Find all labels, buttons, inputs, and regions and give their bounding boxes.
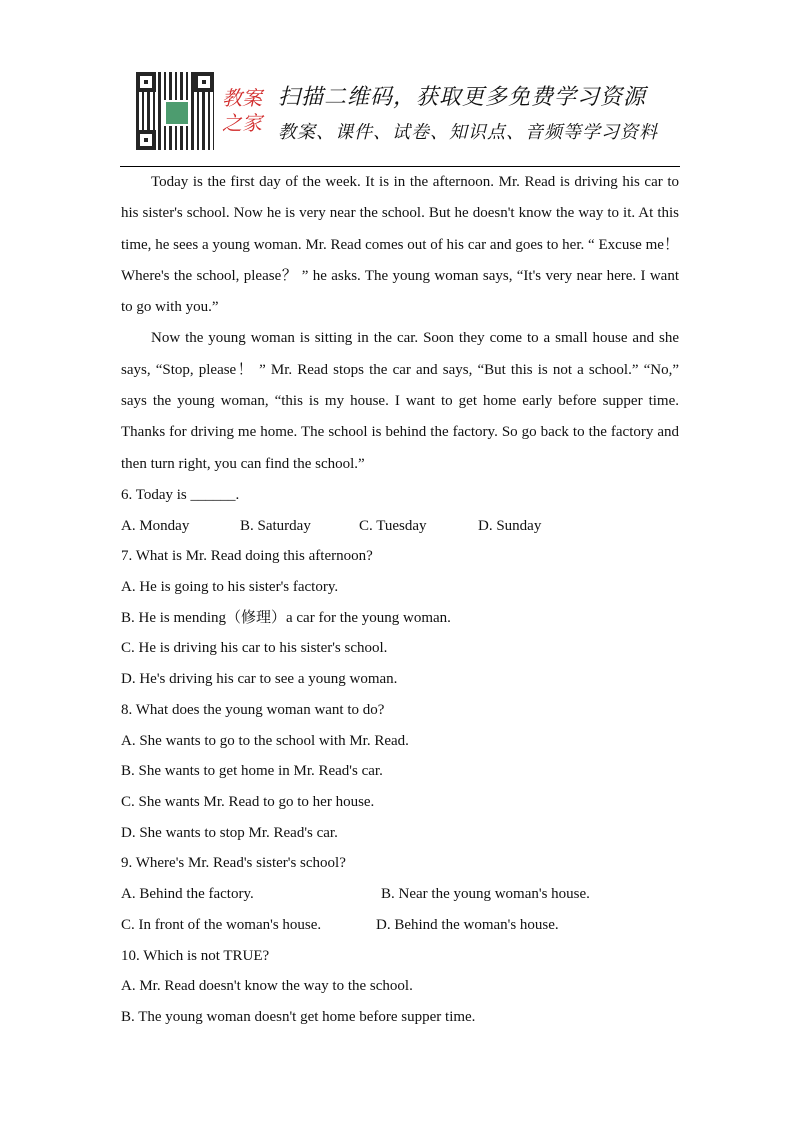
question-6-options	[121, 511, 679, 542]
header-slogan-1: 扫描二维码，获取更多免费学习资源	[278, 85, 647, 110]
question-9-stem: 9. Where's Mr. Read's sister's school?	[121, 855, 346, 872]
question-10-option-b: B. The young woman doesn't get home before supper time.	[121, 1008, 476, 1025]
question-10-option-a: A. Mr. Read doesn't know the way to the school.	[121, 978, 413, 995]
site-logo: 教案之家	[222, 86, 262, 135]
passage-paragraph-2: Now the young woman is sitting in the car. Soon they come to a small house and she says, “Stop, please！ ” Mr. Read stops the car and says, “But this is not a school.” “No,” says the young woman, “this is my house. I want to get home early before supper time. Thanks for driving me home. The school is behind the factory. So go back to the factory and then turn right, you can find the school.”	[121, 330, 679, 472]
question-7-option-a: A. He is going to his sister's factory.	[121, 579, 339, 596]
question-7-stem: 7. What is Mr. Read doing this afternoon?	[121, 548, 373, 565]
passage-paragraph-1: Today is the first day of the week. It is in the afternoon. Mr. Read is driving his car to his sister's school. Now he is very near the school. But he doesn't know the way to it. At this time, he sees a young woman. Mr. Read comes out of his car and goes to her. “ Excuse me！ Where's the school, please？ ” he asks. The young woman says, “It's very near here. I want to go with you.”	[121, 174, 679, 316]
question-10-stem: 10. Which is not TRUE?	[121, 947, 270, 964]
question-6-option-a: A. Monday	[121, 517, 190, 534]
question-8-option-a: A. She wants to go to the school with Mr. Read.	[121, 732, 409, 749]
question-8-option-c: C. She wants Mr. Read to go to her house.	[121, 794, 375, 810]
question-9-option-c: C. In front of the woman's house.	[121, 916, 322, 933]
question-9-option-b: B. Near the young woman's house.	[381, 886, 590, 903]
question-7-option-d: D. He's driving his car to see a young woman.	[121, 671, 398, 688]
question-7-option-b: B. He is mending（修理）a car for the young woman.	[121, 609, 451, 626]
page-header	[136, 72, 696, 154]
question-9-option-d: D. Behind the woman's house.	[376, 916, 559, 933]
question-8-stem: 8. What does the young woman want to do?	[121, 701, 385, 718]
header-slogan-2: 教案、课件、试卷、知识点、音频等学习资料	[278, 122, 658, 143]
question-6-option-b: B. Saturday	[240, 517, 311, 534]
question-8-option-b: B. She wants to get home in Mr. Read's car.	[121, 763, 383, 780]
document-body	[121, 167, 679, 1033]
question-7-option-c: C. He is driving his car to his sister's school.	[121, 640, 388, 657]
question-6-option-d: D. Sunday	[478, 517, 542, 534]
question-6-option-c: C. Tuesday	[359, 517, 427, 534]
question-9-options-row-2	[121, 910, 679, 941]
question-9-option-a: A. Behind the factory.	[121, 886, 254, 903]
question-9-options-row-1	[121, 879, 679, 910]
question-8-option-d: D. She wants to stop Mr. Read's car.	[121, 824, 338, 841]
qr-code-icon	[136, 72, 214, 150]
question-6-stem: 6. Today is ______.	[121, 486, 240, 503]
